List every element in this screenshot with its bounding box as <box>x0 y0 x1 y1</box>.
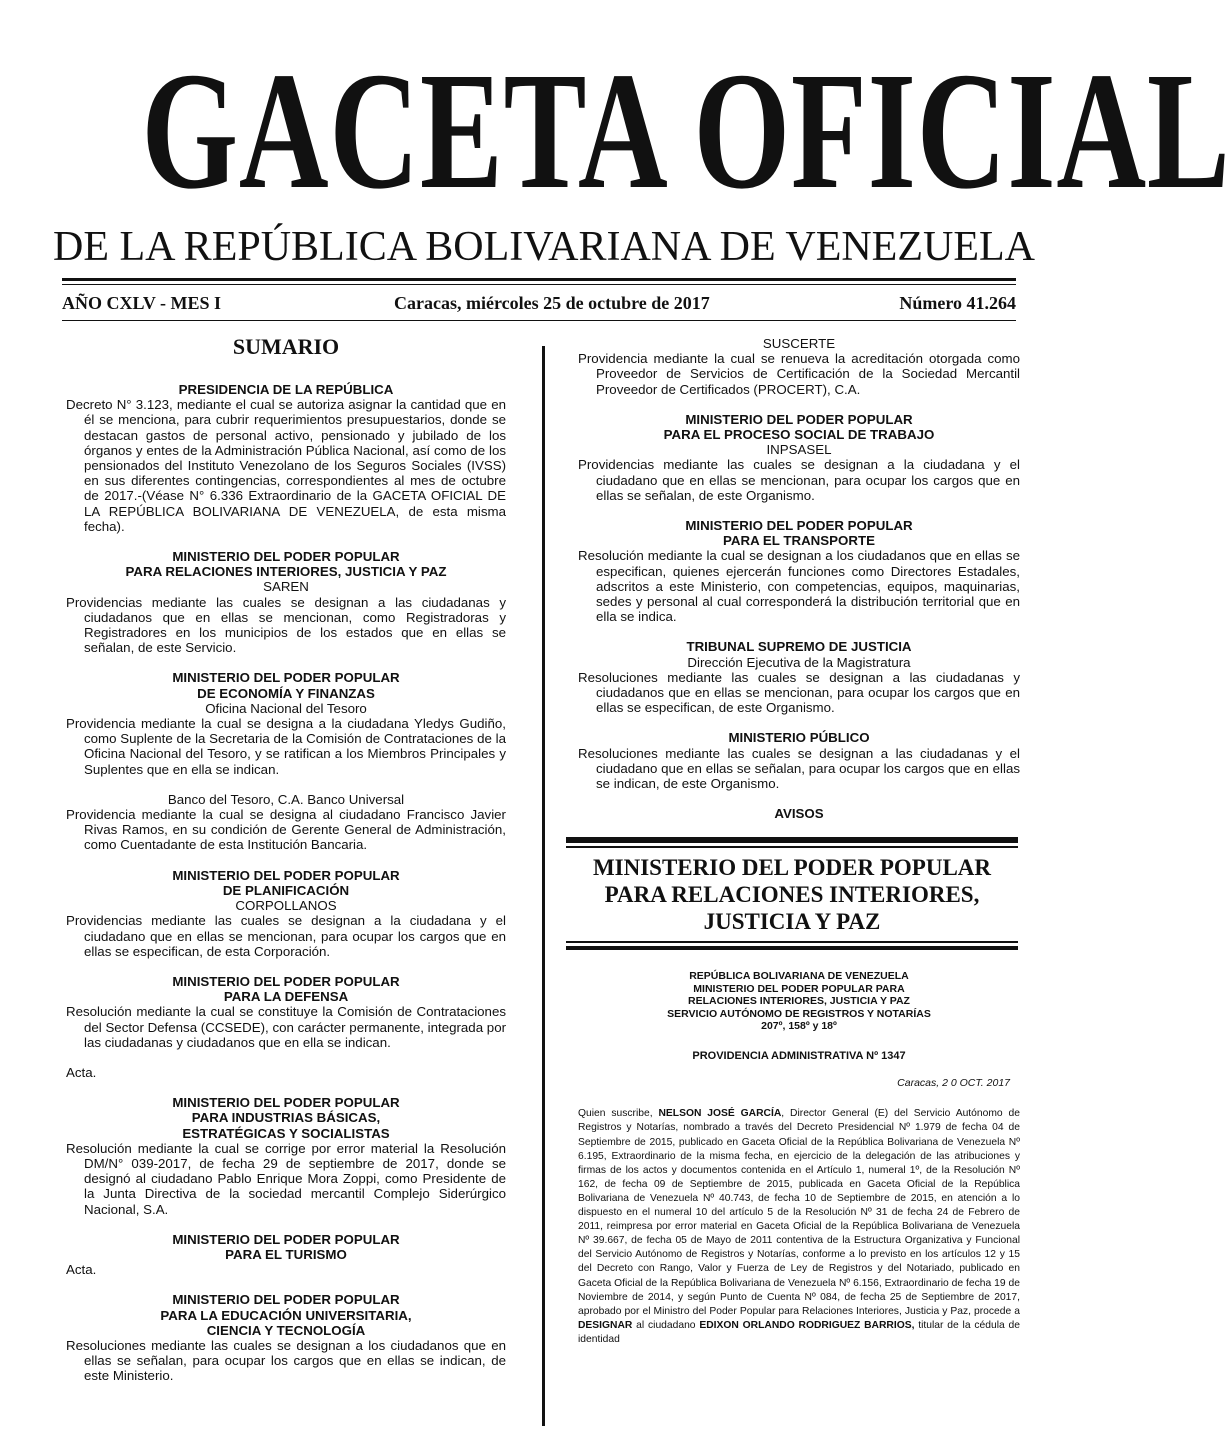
masthead-rule-top <box>62 278 1016 281</box>
body-text: , Director General (E) del Servicio Autónomo de Registros y Notarías, nombrado a través del Decreto Presidencial Nº 1.979 de fecha 04 de Septiembre de 2015, publicado en Gaceta Oficial de la República Bolivariana de Venezuela Nº 6.195, Extraordinario de la misma fecha, en ejercicio de la delegación de las atribuciones y firmas de los actos y documentos contenida en el Artículo 1, numeral 1º, de la Resolución Nº 162, de fecha 09 de Septiembre de 2015, publicada en Gaceta Oficial de la República Bolivariana de Venezuela Nº 40.743, de fecha 10 de Septiembre de 2015, en atención a lo dispuesto en el numeral 10 del artículo 5 de la Resolución Nº 31 de fecha 24 de Febrero de 2011, reimpresa por error material en Gaceta Oficial de la República Bolivariana de Venezuela Nº 39.667, de fecha 05 de Mayo de 2011 contentiva de la Estructura Organizativa y Funcional del Servicio Autónomo de Registros y Notarías, conforme a lo previsto en los artículos 12 y 15 del Decreto con Rango, Valor y Fuerza de Ley de Registros y del Notariado, publicado en Gaceta Oficial de la República Bolivariana de Venezuela Nº 6.156, Extraordinario de fecha 19 de Noviembre de 2014, y según Punto de Cuenta Nº 084, de fecha 25 de Septiembre de 2017, aprobado por el Ministro del Poder Popular para Relaciones Interiores, Justicia y Paz, procede a <box>578 1108 1021 1317</box>
entry-heading: PARA EL TRANSPORTE <box>723 533 875 549</box>
entry-heading: PARA LA EDUCACIÓN UNIVERSITARIA, <box>160 1307 412 1323</box>
providencia-number: PROVIDENCIA ADMINISTRATIVA Nº 1347 <box>692 1049 906 1062</box>
sumario-entry <box>66 792 506 853</box>
ministry-title-line: PARA RELACIONES INTERIORES, <box>604 882 980 908</box>
entry-text: Resolución mediante la cual se corrige por error material la Resolución DM/N° 039-2017, de fecha 29 de septiembre de 2017, donde se designó al ciudadano Pablo Enrique Mora Zoppi, como Presidente de la Junta Directiva de la sociedad mercantil Complejo Siderúrgico Nacional, S.A. <box>66 1140 506 1217</box>
masthead-title: GACETA OFICIAL <box>141 38 1231 224</box>
sumario-right-entries <box>578 336 1020 791</box>
ministry-section-title <box>566 854 1018 935</box>
issue-year-month: AÑO CXLV - MES I <box>62 293 222 313</box>
body-text: Quien suscribe, <box>578 1108 659 1120</box>
document-header-line: RELACIONES INTERIORES, JUSTICIA Y PAZ <box>688 995 910 1008</box>
document-header-line: MINISTERIO DEL PODER POPULAR PARA <box>693 982 905 995</box>
entry-text: Resoluciones mediante las cuales se designan a los ciudadanos que en ellas se señalan, para ocupar los cargos que en ellas se indican, de este Ministerio. <box>66 1337 506 1384</box>
entry-text: Providencias mediante las cuales se designan a la ciudadana y el ciudadano que en ellas se mencionan, para ocupar los cargos que en ellas se especifican, de esta Corporación. <box>66 913 506 959</box>
issue-rule <box>62 320 1016 321</box>
masthead-subtitle: DE LA REPÚBLICA BOLIVARIANA DE VENEZUELA <box>53 224 1035 270</box>
sumario-entry <box>578 730 1020 791</box>
entry-text: Resolución mediante la cual se constituye la Comisión de Contrataciones del Sector Defensa (CCSEDE), con carácter permanente, integrada por las ciudadanas y ciudadanos que en ella se indican. <box>66 1004 507 1050</box>
section-rule-thick <box>566 946 1018 950</box>
section-rule-thin <box>566 846 1018 848</box>
entry-text: Providencia mediante la cual se renueva la acreditación otorgada como Proveedor de Servicios de Certificación de la Sociedad Mercantil Proveedor de Certificados (PROCERT), C.A. <box>578 351 1020 397</box>
entry-heading: MINISTERIO DEL PODER POPULAR <box>172 867 400 883</box>
entry-subheading: Banco del Tesoro, C.A. Banco Universal <box>167 791 405 807</box>
entry-heading: PARA EL PROCESO SOCIAL DE TRABAJO <box>663 427 935 443</box>
sumario-entry <box>578 412 1020 503</box>
entry-subheading: CORPOLLANOS <box>235 898 337 914</box>
section-rule-thin <box>566 941 1018 943</box>
entry-text: Providencia mediante la cual se designa al ciudadano Francisco Javier Rivas Ramos, en su condición de Gerente General de Administración, como Cuentadante de esta Institución Bancaria. <box>66 807 506 853</box>
document-header <box>578 970 1020 1033</box>
entry-text: Acta. <box>66 1262 97 1278</box>
body-bold-text: NELSON JOSÉ GARCÍA <box>658 1108 782 1120</box>
masthead-rule-bottom <box>62 284 1016 285</box>
entry-heading: PARA INDUSTRIAS BÁSICAS, <box>191 1110 381 1126</box>
entry-heading: PARA RELACIONES INTERIORES, JUSTICIA Y PAZ <box>125 564 447 580</box>
sumario-entry <box>66 382 506 534</box>
entry-text: Providencia mediante la cual se designa a la ciudadana Yledys Gudiño, como Suplente de la Secretaria de la Comisión de Contrataciones de la Oficina Nacional del Tesoro, y se ratifican a los Miembros Principales y Suplentes que en ella se indican. <box>66 716 506 777</box>
issue-number: Número 41.264 <box>899 293 1016 313</box>
issue-date: Caracas, miércoles 25 de octubre de 2017 <box>394 293 710 313</box>
body-text: al ciudadano <box>632 1319 700 1331</box>
entry-heading: MINISTERIO DEL PODER POPULAR <box>172 1231 400 1247</box>
entry-heading: MINISTERIO DEL PODER POPULAR <box>685 411 913 427</box>
entry-text: Resoluciones mediante las cuales se designan a las ciudadanas y ciudadanos que en ellas se mencionan, para ocupar los cargos que en ellas se especifican, de este Organismo. <box>578 669 1020 716</box>
document-date: Caracas, 2 0 OCT. 2017 <box>897 1077 1010 1090</box>
entry-subheading: Oficina Nacional del Tesoro <box>205 700 367 716</box>
sumario-entry <box>66 974 506 1050</box>
entry-text: Acta. <box>66 1064 97 1080</box>
entry-text: Providencias mediante las cuales se designan a las ciudadanas y ciudadanos que en ellas se mencionan, como Registradoras y Registradores en los municipios de los estados que en ellas se señalan, de este Servicio. <box>66 594 506 656</box>
entry-heading: MINISTERIO DEL PODER POPULAR <box>172 1095 400 1111</box>
body-bold-text: EDIXON ORLANDO RODRIGUEZ BARRIOS, <box>699 1319 915 1331</box>
entry-text: Providencias mediante las cuales se designan a la ciudadana y el ciudadano que en ellas se mencionan, para ocupar los cargos que en ellas se señalan, de este Organismo. <box>578 457 1020 503</box>
sumario-entry <box>66 1292 506 1383</box>
entry-heading: PARA EL TURISMO <box>225 1246 347 1262</box>
sumario-right-column <box>578 336 1020 1347</box>
document-body <box>578 1107 1020 1347</box>
entry-heading: ESTRATÉGICAS Y SOCIALISTAS <box>182 1125 390 1141</box>
entry-heading: MINISTERIO DEL PODER POPULAR <box>172 670 400 686</box>
entry-heading: MINISTERIO DEL PODER POPULAR <box>172 549 400 565</box>
sumario-entry <box>66 670 506 776</box>
sumario-entry <box>66 868 506 959</box>
sumario-entry <box>66 1065 506 1080</box>
entry-heading: MINISTERIO DEL PODER POPULAR <box>685 518 913 534</box>
sumario-entry <box>578 336 1020 397</box>
column-divider <box>542 346 545 1426</box>
entry-subheading: INPSASEL <box>766 442 832 458</box>
entry-subheading: Dirección Ejecutiva de la Magistratura <box>687 654 911 670</box>
document-header-line: REPÚBLICA BOLIVARIANA DE VENEZUELA <box>689 970 909 983</box>
entry-heading: CIENCIA Y TECNOLOGÍA <box>206 1322 366 1338</box>
document-header-line: SERVICIO AUTÓNOMO DE REGISTROS Y NOTARÍAS <box>667 1007 931 1020</box>
sumario-entry <box>578 639 1020 715</box>
sumario-entry <box>578 518 1020 624</box>
entry-heading: PARA LA DEFENSA <box>223 989 349 1005</box>
document-header-line: 207º, 158º y 18º <box>761 1020 837 1033</box>
body-bold-text: DESIGNAR <box>578 1319 633 1331</box>
entry-subheading: SAREN <box>263 579 309 595</box>
ministry-title-line: JUSTICIA Y PAZ <box>703 909 881 935</box>
entry-text: Resolución mediante la cual se designan a los ciudadanos que en ellas se especifican, quienes ejercerán funciones como Directores Estadales, adscritos a este Ministerio, con competencias, equipos, maquinarias, sedes y personal al cual corresponderá la distribución territorial que en ella se indica. <box>578 548 1020 625</box>
entry-text: Resoluciones mediante las cuales se designan a las ciudadanas y el ciudadano que en ellas se señalan, para ocupar los cargos que en ellas se indican, de este Organismo. <box>578 745 1020 792</box>
entry-heading: PRESIDENCIA DE LA REPÚBLICA <box>178 382 394 397</box>
issue-line <box>62 291 1016 317</box>
sumario-title: SUMARIO <box>232 334 340 359</box>
entry-heading: MINISTERIO DEL PODER POPULAR <box>172 973 400 989</box>
entry-heading: TRIBUNAL SUPREMO DE JUSTICIA <box>686 639 912 655</box>
entry-text: Decreto N° 3.123, mediante el cual se autoriza asignar la cantidad que en él se menciona, para cubrir requerimientos presupuestarios, donde se destacan gastos de personal activo, pensionado y jubilado de los órganos y entes de la Administración Pública Nacional, así como de los pensionados del Instituto Venezolano de los Seguros Sociales (IVSS) en sus diferentes contingencias, correspondientes al mes de octubre de 2017.-(Véase N° 6.336 Extraordinario de la GACETA OFICIAL DE LA REPÚBLICA BOLIVARIANA DE VENEZUELA, de esta misma fecha). <box>66 397 506 534</box>
entry-subheading: SUSCERTE <box>762 336 836 351</box>
entry-heading: MINISTERIO PÚBLICO <box>728 730 870 746</box>
entry-heading: DE PLANIFICACIÓN <box>222 882 350 898</box>
sumario-entry <box>66 549 506 655</box>
body-text: titular de la cédula de identidad <box>578 1319 1020 1345</box>
sumario-left-entries <box>66 382 506 1384</box>
sumario-left-column <box>66 334 506 1399</box>
entry-heading: MINISTERIO DEL PODER POPULAR <box>172 1292 400 1308</box>
ministry-title-line: MINISTERIO DEL PODER POPULAR <box>592 855 992 881</box>
sumario-entry <box>66 1232 506 1278</box>
section-rule-thick <box>566 837 1018 843</box>
avisos-label: AVISOS <box>774 806 824 822</box>
entry-heading: DE ECONOMÍA Y FINANZAS <box>197 685 375 701</box>
sumario-entry <box>66 1095 506 1217</box>
